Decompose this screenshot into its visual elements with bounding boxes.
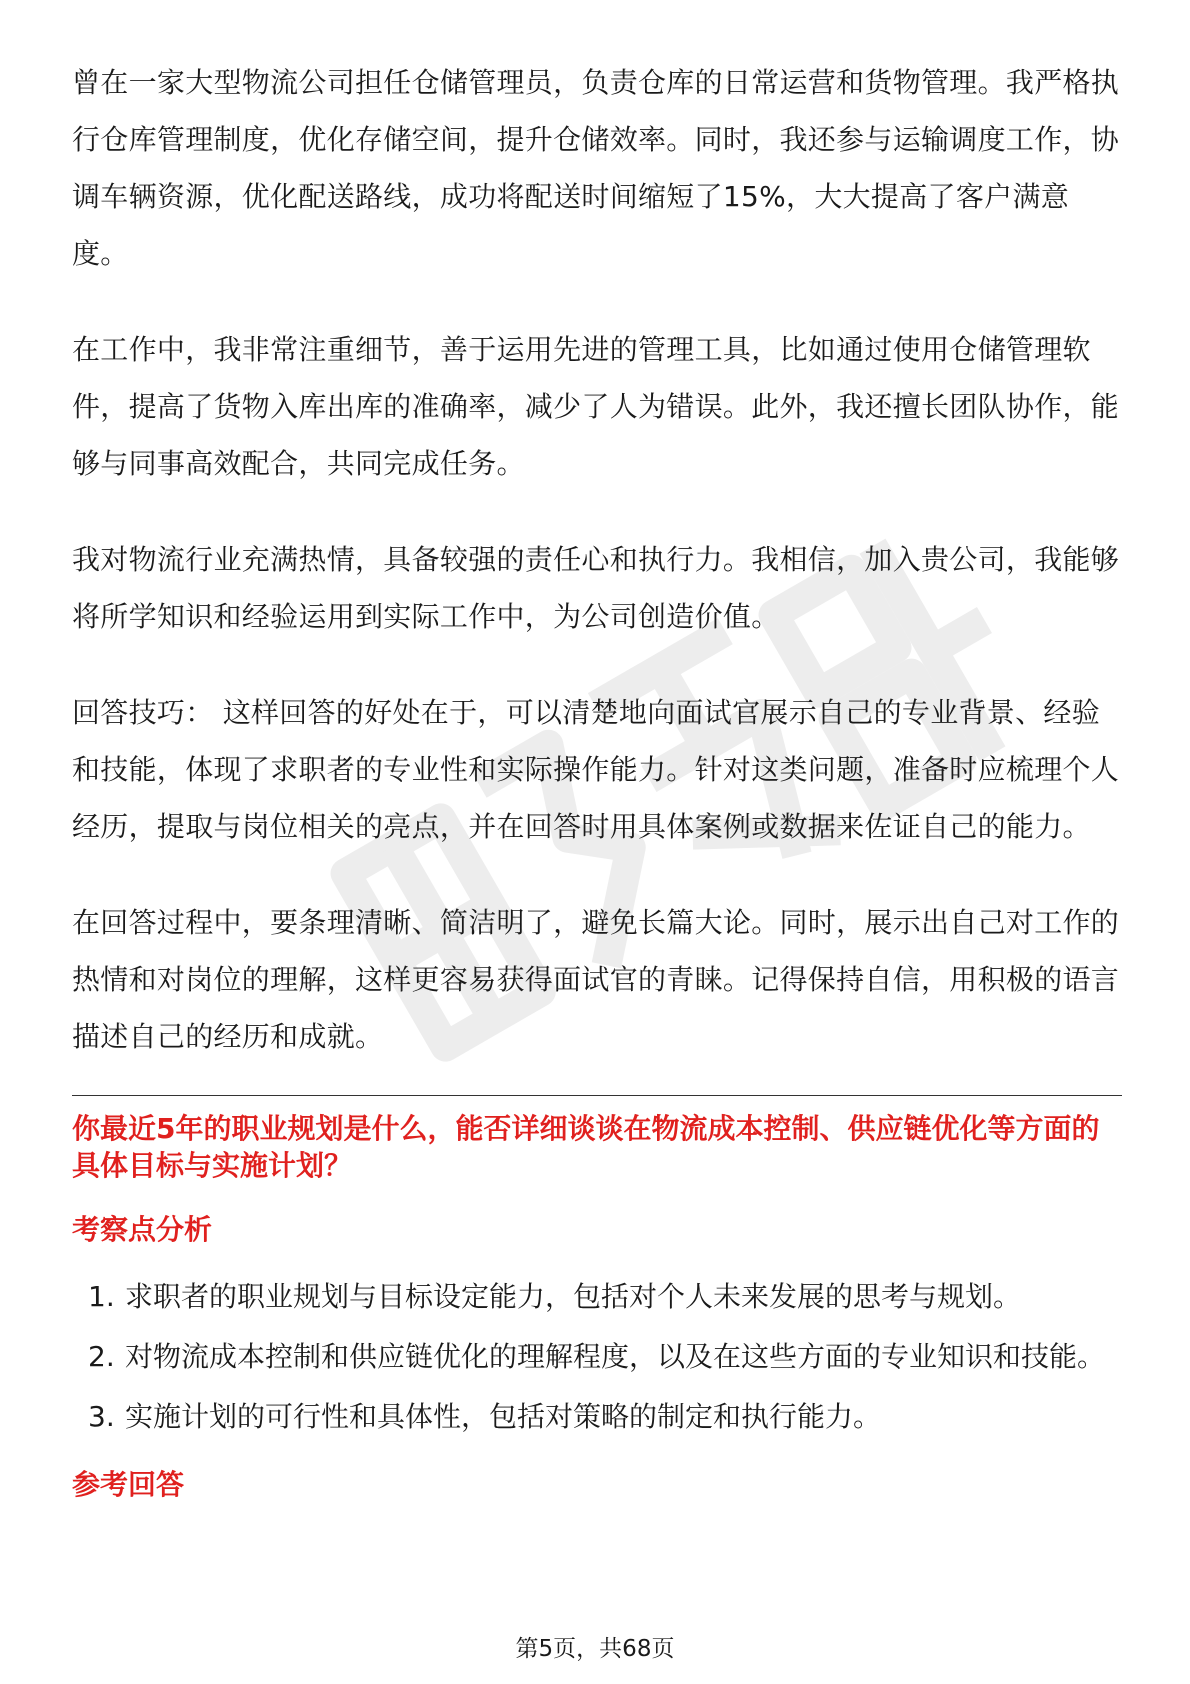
reference-answer-title: 参考回答 [72, 1468, 185, 1501]
page-number: 第5页，共68页 [515, 1636, 675, 1662]
paragraph-answer-process: 在回答过程中，要条理清晰、简洁明了，避免长篇大论。同时，展示出自己对工作的热情和对岗位的理解，这样更容易获得面试官的青睐。记得保持自信，用积极的语言描述自己的经历和成就。 [72, 906, 1120, 1053]
analysis-title: 考察点分析 [72, 1213, 213, 1246]
list-item [72, 1328, 1122, 1385]
paragraph-work-detail: 在工作中，我非常注重细节，善于运用先进的管理工具，比如通过使用仓储管理软件，提高了货物入库出库的准确率，减少了人为错误。此外，我还擅长团队协作，能够与同事高效配合，共同完成任务。 [72, 333, 1120, 480]
list-item-number: 1. [88, 1280, 115, 1313]
paragraph-experience: 曾在一家大型物流公司担任仓储管理员，负责仓库的日常运营和货物管理。我严格执行仓库管理制度，优化存储空间，提升仓储效率。同时，我还参与运输调度工作，协调车辆资源，优化配送路线，成功将配送时间缩短了15%，大大提高了客户满意度。 [72, 66, 1120, 270]
analysis-list [72, 1268, 1122, 1445]
list-item-text: 实施计划的可行性和具体性，包括对策略的制定和执行能力。 [125, 1400, 882, 1433]
main-content [72, 54, 1122, 1523]
paragraph-motivation: 我对物流行业充满热情，具备较强的责任心和执行力。我相信，加入贵公司，我能够将所学知识和经验运用到实际工作中，为公司创造价值。 [72, 543, 1120, 633]
list-item-number: 3. [88, 1400, 115, 1433]
list-item-text: 求职者的职业规划与目标设定能力，包括对个人未来发展的思考与规划。 [125, 1280, 1022, 1313]
section-divider [72, 1095, 1122, 1096]
list-item-text: 对物流成本控制和供应链优化的理解程度，以及在这些方面的专业知识和技能。 [125, 1340, 1106, 1373]
paragraph-answer-tips: 回答技巧： 这样回答的好处在于，可以清楚地向面试官展示自己的专业背景、经验和技能，体现了求职者的专业性和实际操作能力。针对这类问题，准备时应梳理个人经历，提取与岗位相关的亮点，并在回答时用具体案例或数据来佐证自己的能力。 [72, 696, 1120, 843]
list-item [72, 1268, 1122, 1325]
interview-question: 你最近5年的职业规划是什么，能否详细谈谈在物流成本控制、供应链优化等方面的具体目标与实施计划？ [72, 1112, 1100, 1182]
list-item-number: 2. [88, 1340, 115, 1373]
list-item [72, 1388, 1122, 1445]
